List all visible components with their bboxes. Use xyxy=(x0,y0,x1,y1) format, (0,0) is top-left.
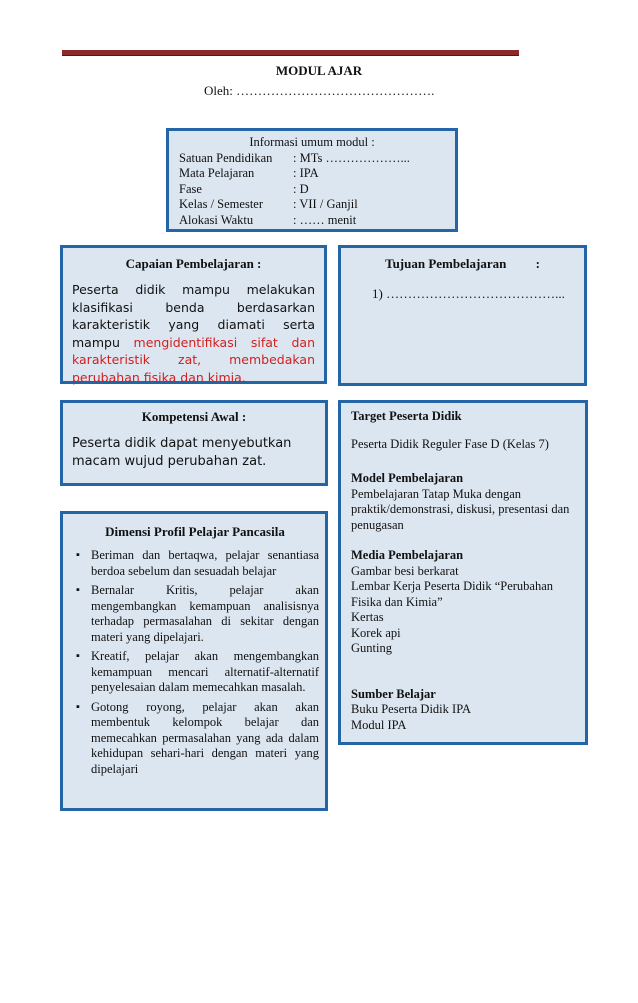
list-item: Korek api xyxy=(351,625,401,640)
general-info-heading: Informasi umum modul : xyxy=(249,135,375,149)
info-row xyxy=(179,197,455,213)
info-value: : D xyxy=(293,181,309,196)
author-line: Oleh: ………………………………………. xyxy=(204,83,435,98)
sumber-heading: Sumber Belajar xyxy=(351,686,436,701)
info-value: : IPA xyxy=(293,166,319,181)
list-item: ▪ Kreatif, pelajar akan mengembangkan kemampuan mencari alternatif-alternatif penyelesaian dalam memecahkan masalah. xyxy=(91,649,319,696)
info-label: Alokasi Waktu xyxy=(179,212,254,227)
list-item: Gambar besi berkarat xyxy=(351,563,459,578)
capaian-text xyxy=(72,281,315,386)
tujuan-heading: Tujuan Pembelajaran : xyxy=(385,256,540,271)
list-item: Kertas xyxy=(351,610,384,624)
info-value: : VII / Ganjil xyxy=(293,197,358,212)
info-row xyxy=(179,166,455,182)
info-label: Satuan Pendidikan xyxy=(179,150,273,165)
target-peserta-box xyxy=(338,400,588,745)
info-row xyxy=(179,151,455,167)
capaian-text-red: mengidentifikasi sifat dan karakteristik zat, membedakan perubahan fisika dan kimia. xyxy=(72,334,315,385)
tujuan-item: 1) …………………………………... xyxy=(372,286,565,301)
list-item: ▪ Gotong royong, pelajar akan akan membentuk kelompok belajar dan memecahkan permasalahan yang ada dalam kehidupan sehari-hari dengan materi yang dipelajari xyxy=(91,700,319,778)
target-heading: Target Peserta Didik xyxy=(351,409,462,423)
general-info-box xyxy=(166,128,458,232)
info-label: Kelas / Semester xyxy=(179,197,264,212)
tujuan-pembelajaran-box xyxy=(338,245,587,386)
kompetensi-awal-box xyxy=(60,400,328,486)
info-label: Mata Pelajaran xyxy=(179,166,255,181)
profil-heading: Dimensi Profil Pelajar Pancasila xyxy=(105,524,285,539)
list-item: ▪ Beriman dan bertaqwa, pelajar senantiasa berdoa sebelum dan sesuadah belajar xyxy=(91,548,319,579)
info-row xyxy=(179,182,455,198)
list-item: Modul IPA xyxy=(351,717,407,732)
list-item: Lembar Kerja Peserta Didik “Perubahan Fisika dan Kimia” xyxy=(351,579,554,609)
document-title: MODUL AJAR xyxy=(275,63,363,78)
kompetensi-heading: Kompetensi Awal : xyxy=(141,409,247,424)
info-row xyxy=(179,213,455,229)
list-item: ▪ Bernalar Kritis, pelajar akan mengembangkan kemampuan analisisnya terhadap permasalahan di sekitar dengan materi yang dipelajari. xyxy=(91,583,319,645)
info-label: Fase xyxy=(179,181,202,196)
capaian-heading: Capaian Pembelajaran : xyxy=(125,256,262,271)
list-item: Buku Peserta Didik IPA xyxy=(351,702,472,716)
model-heading: Model Pembelajaran xyxy=(351,471,464,485)
info-value: : …… menit xyxy=(293,212,357,227)
target-text: Peserta Didik Reguler Fase D (Kelas 7) xyxy=(351,436,549,451)
list-item: Gunting xyxy=(351,641,392,655)
profil-list xyxy=(71,548,319,777)
kompetensi-text: Peserta didik dapat menyebutkan macam wujud perubahan zat. xyxy=(72,436,292,469)
header-rule xyxy=(62,50,519,55)
profil-pancasila-box xyxy=(60,511,328,811)
capaian-text-black: Peserta didik mampu melakukan klasifikasi benda berdasarkan karakteristik yang diamati serta mampu xyxy=(72,282,315,350)
media-heading: Media Pembelajaran xyxy=(351,548,464,562)
info-value: : MTs ………………... xyxy=(293,150,410,165)
capaian-pembelajaran-box xyxy=(60,245,327,384)
model-text: Pembelajaran Tatap Muka dengan praktik/demonstrasi, diskusi, presentasi dan penugasan xyxy=(351,486,570,532)
